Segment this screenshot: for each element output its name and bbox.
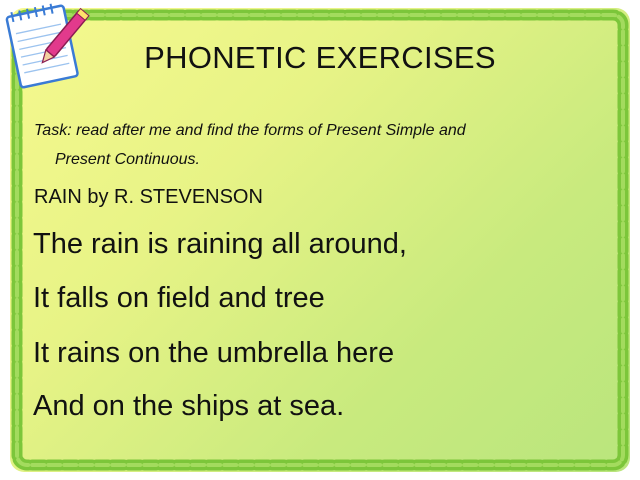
slide-title: PHONETIC EXERCISES — [144, 40, 496, 75]
poem-line: It falls on field and tree — [33, 282, 325, 314]
poem-title: RAIN by R. STEVENSON — [34, 186, 263, 208]
task-line-1: Task: read after me and find the forms of Present Simple and — [34, 122, 466, 139]
task-instruction — [34, 116, 594, 174]
poem-line: The rain is raining all around, — [33, 228, 407, 260]
task-line-2: Present Continuous. — [55, 151, 200, 168]
poem-line: It rains on the umbrella here — [33, 337, 395, 369]
poem-line: And on the ships at sea. — [33, 390, 345, 422]
